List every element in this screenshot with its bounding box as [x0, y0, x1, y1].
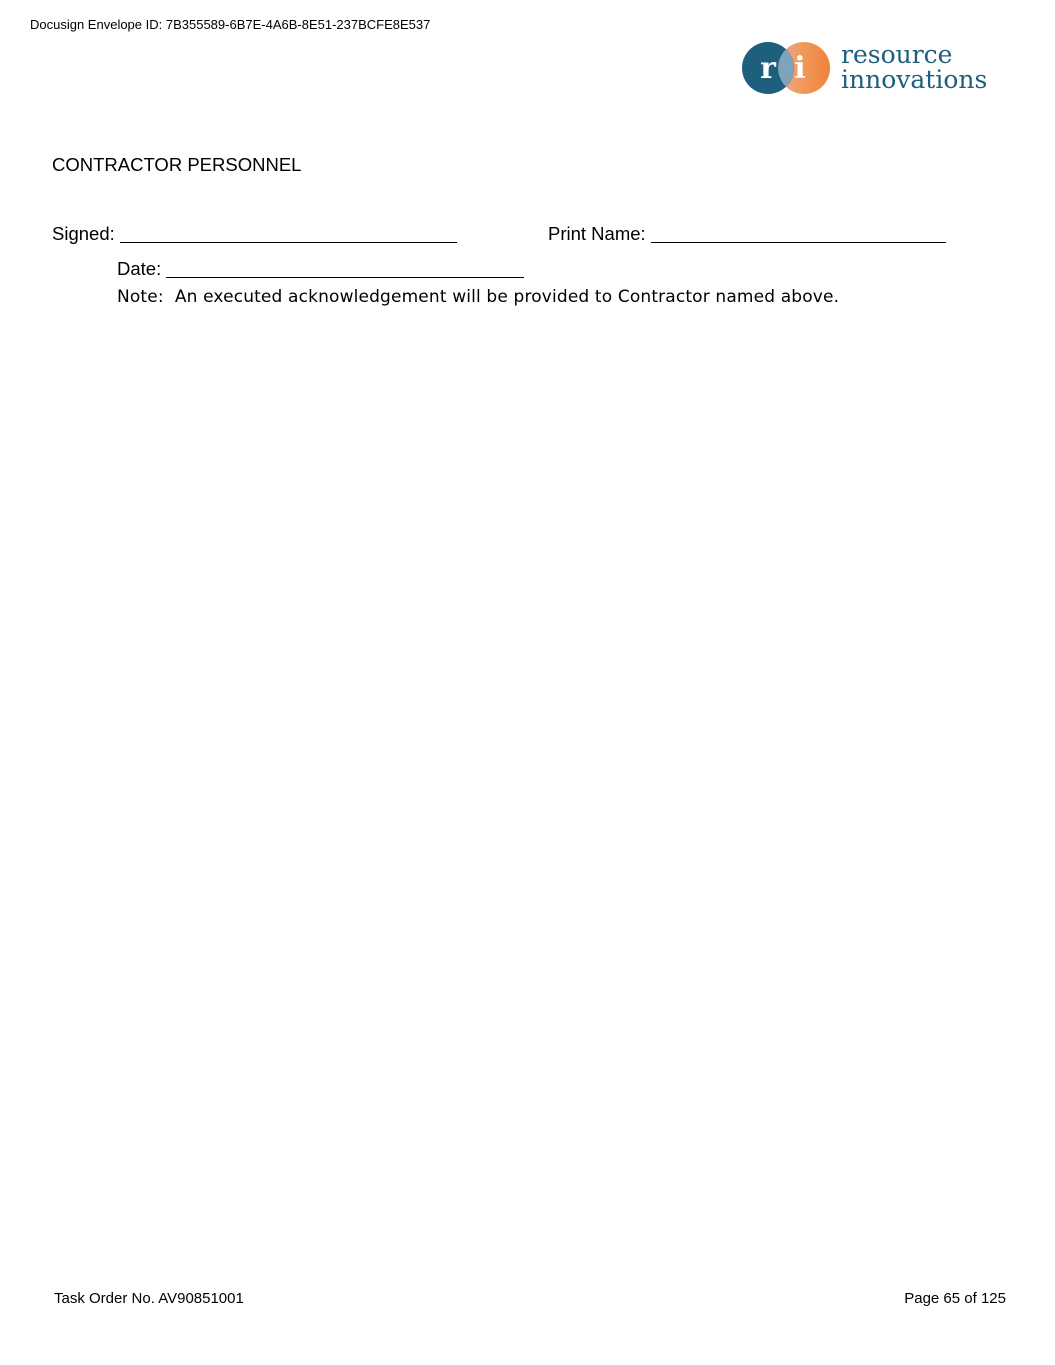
logo-wordmark-line2: innovations [841, 65, 988, 94]
print-name-line [651, 228, 946, 243]
acknowledgement-note: Note: An executed acknowledgement will be provided to Contractor named above. [117, 287, 840, 307]
signed-field [52, 223, 457, 245]
print-name-field [548, 223, 946, 245]
section-title: CONTRACTOR PERSONNEL [52, 154, 302, 175]
page-number: Page 65 of 125 [904, 1290, 1006, 1307]
date-label: Date: [117, 258, 162, 279]
date-line [166, 263, 524, 278]
logo-monogram-r: r [760, 51, 776, 86]
date-field [117, 258, 524, 280]
print-name-label: Print Name: [548, 223, 646, 244]
company-logo [741, 40, 1011, 96]
signed-label: Signed: [52, 223, 115, 244]
task-order-number: Task Order No. AV90851001 [54, 1290, 244, 1307]
logo-wordmark-line1: resource [841, 40, 953, 69]
signed-line [120, 228, 457, 243]
logo-monogram-i: i [794, 51, 806, 86]
envelope-id: Docusign Envelope ID: 7B355589-6B7E-4A6B-8E51-237BCFE8E537 [30, 17, 431, 32]
